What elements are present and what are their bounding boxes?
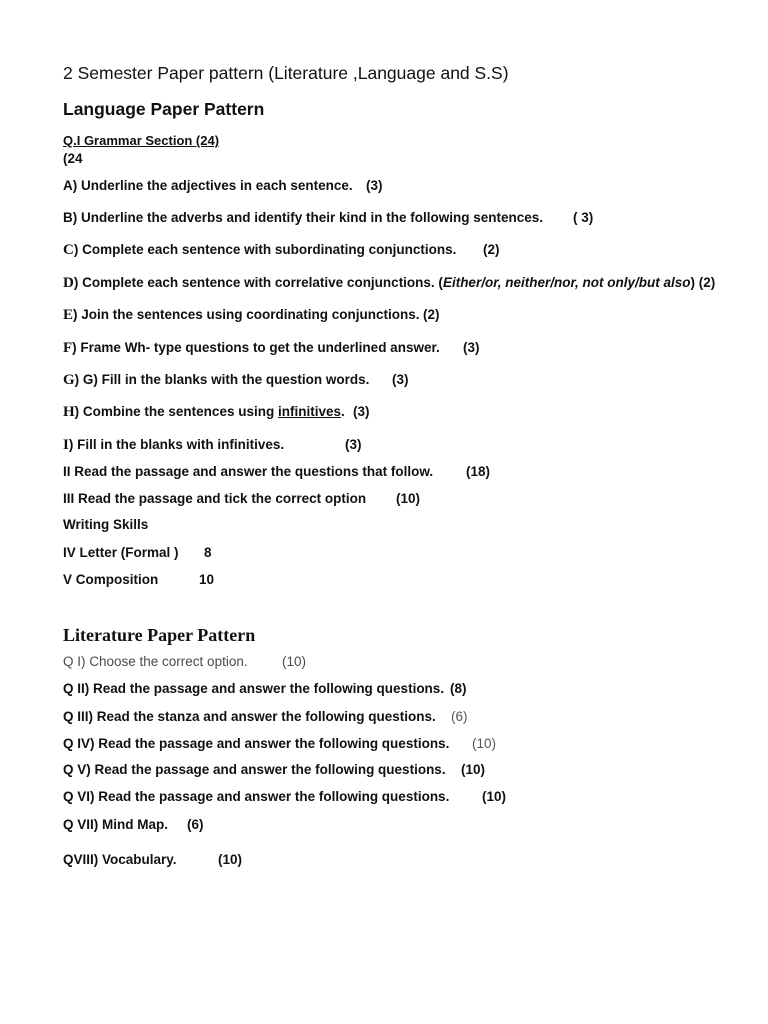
item-text: QVIII) Vocabulary. — [63, 852, 177, 867]
grammar-section-label: Q.I Grammar Section (24) — [63, 133, 220, 148]
item-text-italic: Either/or, neither/nor, not only/but also — [442, 275, 691, 290]
item-text: A) Underline the adjectives in each sentence. — [63, 178, 353, 193]
item-text: Q VII) Mind Map. — [63, 817, 168, 832]
item-text: V Composition — [63, 572, 159, 587]
item-marks: (3) — [463, 340, 480, 355]
item-marks: ( 3) — [573, 210, 594, 225]
item-marks: (2) — [423, 307, 440, 322]
item-marks: (6) — [451, 709, 468, 724]
page-title: 2 Semester Paper pattern (Literature ,Language and S.S) — [63, 63, 509, 83]
item-marks: (3) — [345, 437, 362, 452]
item-text: Q VI) Read the passage and answer the following questions. — [63, 789, 450, 804]
language-item-i — [63, 436, 362, 454]
literature-heading: Literature Paper Pattern — [63, 625, 256, 645]
item-text: III Read the passage and tick the correct option — [63, 491, 367, 506]
item-letter: H — [63, 404, 75, 420]
item-text: Q III) Read the stanza and answer the following questions. — [63, 709, 436, 724]
language-q5 — [63, 571, 215, 589]
language-q3 — [63, 490, 421, 508]
item-letter: G — [63, 372, 75, 388]
item-text: ) Fill in the blanks with infinitives. — [68, 437, 285, 452]
literature-q8 — [63, 851, 243, 869]
writing-skills-label: Writing Skills — [63, 517, 149, 532]
item-marks: (3) — [353, 404, 370, 419]
language-item-h — [63, 403, 370, 421]
item-text: ) Combine the sentences using — [74, 404, 278, 419]
item-marks: (2) — [483, 242, 500, 257]
language-item-c — [63, 241, 500, 259]
item-letter: D — [63, 275, 74, 291]
item-marks: (18) — [466, 464, 491, 479]
language-item-e — [63, 306, 440, 324]
item-text: Q I) Choose the correct option. — [63, 654, 248, 669]
grammar-section-note: (24 — [63, 151, 83, 166]
item-text-underlined: infinitives — [277, 404, 341, 419]
item-text: IV Letter (Formal ) — [63, 545, 179, 560]
literature-q6 — [63, 788, 507, 806]
item-text-tail: ) (2) — [690, 275, 716, 290]
item-marks: (10) — [472, 736, 497, 751]
item-letter: E — [63, 307, 74, 323]
item-text: ) G) Fill in the blanks with the question words. — [74, 372, 370, 387]
language-item-b — [63, 209, 594, 227]
item-text: Q IV) Read the passage and answer the following questions. — [63, 736, 450, 751]
item-text: II Read the passage and answer the questions that follow. — [63, 464, 434, 479]
item-text: Q V) Read the passage and answer the following questions. — [63, 762, 446, 777]
language-q4 — [63, 544, 212, 562]
item-text: B) Underline the adverbs and identify their kind in the following sentences. — [63, 210, 544, 225]
language-item-f — [63, 339, 480, 357]
language-item-g — [63, 371, 409, 389]
item-marks: (10) — [396, 491, 421, 506]
item-marks: (6) — [187, 817, 204, 832]
item-text: ) Join the sentences using coordinating conjunctions. — [73, 307, 420, 322]
item-marks: (3) — [366, 178, 383, 193]
item-letter: I — [63, 437, 69, 453]
literature-q4 — [63, 735, 497, 753]
item-marks: 10 — [199, 572, 215, 587]
language-item-a — [63, 177, 383, 195]
item-text: Q II) Read the passage and answer the following questions. — [63, 681, 445, 696]
literature-q7 — [63, 816, 204, 834]
item-marks: (3) — [392, 372, 409, 387]
item-marks: (10) — [482, 789, 507, 804]
item-text: ) Complete each sentence with correlative conjunctions. ( — [73, 275, 443, 290]
literature-q5 — [63, 761, 486, 779]
item-text-tail: . — [340, 404, 345, 419]
literature-q2 — [63, 680, 467, 698]
item-marks: (10) — [282, 654, 307, 669]
item-text: ) Complete each sentence with subordinating conjunctions. — [73, 242, 457, 257]
literature-q3 — [63, 708, 468, 726]
language-heading: Language Paper Pattern — [63, 99, 265, 119]
item-text: ) Frame Wh- type questions to get the underlined answer. — [72, 340, 440, 355]
item-marks: 8 — [204, 545, 212, 560]
item-marks: (8) — [450, 681, 467, 696]
item-marks: (10) — [461, 762, 486, 777]
language-q2 — [63, 463, 491, 481]
item-letter: C — [63, 242, 74, 258]
item-letter: F — [63, 340, 73, 356]
literature-q1 — [63, 653, 307, 671]
language-item-d — [63, 274, 715, 292]
item-marks: (10) — [218, 852, 243, 867]
